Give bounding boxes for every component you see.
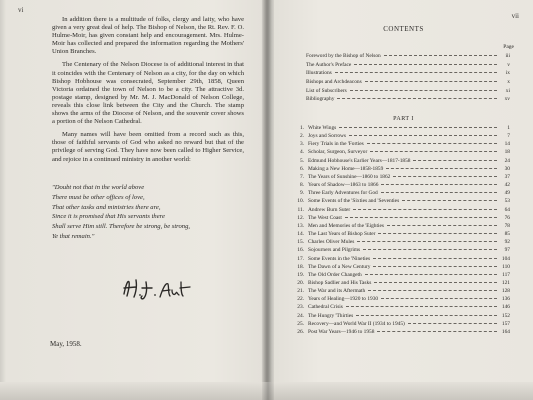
chapter-entry bbox=[292, 181, 510, 189]
contents-title: CONTENTS bbox=[383, 25, 424, 33]
chapter-page: 92 bbox=[504, 239, 510, 246]
chapter-title: White Wings bbox=[308, 125, 337, 131]
leader-dots bbox=[339, 126, 497, 128]
chapter-entry bbox=[292, 328, 510, 336]
chapter-page: 18 bbox=[504, 149, 510, 156]
chapter-page: 85 bbox=[504, 231, 510, 238]
chapter-title: The War and its Aftermath bbox=[308, 288, 366, 295]
chapter-page: 78 bbox=[504, 222, 510, 229]
entry-page: xv bbox=[504, 96, 510, 103]
entry-page: iii bbox=[505, 53, 510, 59]
chapter-title: Sojourners and Pilgrims bbox=[308, 247, 361, 254]
chapter-number: 2. bbox=[299, 133, 304, 140]
leader-dots bbox=[357, 240, 497, 242]
chapter-entry bbox=[292, 214, 510, 222]
chapter-number: 4. bbox=[299, 149, 304, 156]
poem-line: That other tasks and ministries there are, bbox=[52, 203, 161, 211]
leader-dots bbox=[387, 224, 497, 226]
chapter-entry bbox=[292, 222, 510, 230]
leader-dots bbox=[337, 97, 497, 99]
chapter-page: 64 bbox=[504, 206, 510, 213]
chapter-entry bbox=[292, 255, 510, 263]
chapter-number: 9. bbox=[299, 190, 304, 197]
chapter-page: 53 bbox=[504, 198, 510, 205]
chapter-title: Some Events of the 'Sixties and 'Seventies bbox=[308, 198, 400, 205]
leader-dots bbox=[373, 257, 497, 259]
leader-dots bbox=[349, 134, 497, 136]
leader-dots bbox=[393, 175, 497, 177]
leader-dots bbox=[346, 305, 497, 307]
contents-entry bbox=[306, 61, 510, 70]
chapter-entry bbox=[292, 132, 510, 140]
chapter-number: 14. bbox=[297, 231, 304, 238]
chapter-page: 49 bbox=[504, 190, 510, 197]
chapter-number: 1. bbox=[299, 125, 304, 131]
chapter-title: Cathedral Crisis bbox=[308, 304, 343, 311]
chapter-title: Joys and Sorrows bbox=[308, 133, 347, 140]
chapter-number: 21. bbox=[297, 288, 304, 295]
leader-dots bbox=[381, 183, 497, 185]
part-heading: PART I bbox=[393, 116, 414, 122]
contents-entry bbox=[306, 52, 510, 61]
chapter-entry bbox=[292, 189, 510, 197]
contents-entry bbox=[306, 69, 510, 78]
author-signature bbox=[120, 276, 200, 307]
chapter-page: 104 bbox=[501, 255, 510, 262]
contents-entry bbox=[306, 78, 510, 87]
chapter-entry bbox=[292, 148, 510, 156]
leader-dots bbox=[363, 248, 497, 250]
preface-paragraph: Many names will have been omitted from a record such as this, those of faithful servants of God who asked no reward but that of the privilege of serving God. They have now been called to Higher Service, and rejoice in a continued ministry in another world: bbox=[52, 131, 244, 163]
leader-dots bbox=[353, 208, 497, 210]
page-column-label: Page bbox=[503, 44, 514, 50]
leader-dots bbox=[413, 159, 497, 161]
leader-dots bbox=[368, 289, 497, 291]
chapter-page: 136 bbox=[501, 296, 510, 303]
chapter-page: 157 bbox=[501, 320, 510, 327]
chapter-number: 23. bbox=[297, 304, 304, 311]
chapter-page: 117 bbox=[502, 271, 510, 278]
leader-dots bbox=[384, 54, 497, 56]
chapter-number: 6. bbox=[299, 165, 304, 172]
left-page bbox=[0, 0, 262, 382]
chapter-page: 14 bbox=[504, 141, 510, 148]
entry-page: xi bbox=[505, 87, 510, 94]
chapter-number: 24. bbox=[297, 312, 304, 319]
chapter-page: 1 bbox=[507, 125, 510, 131]
poem-line: Since it is promised that His servants there bbox=[52, 213, 165, 221]
book-gutter bbox=[262, 0, 274, 400]
chapter-page: 121 bbox=[501, 279, 510, 286]
entry-page: x bbox=[507, 79, 510, 86]
entry-page: v bbox=[507, 61, 510, 68]
chapter-title: Scholar, Surgeon, Surveyor bbox=[308, 149, 368, 156]
chapter-page: 30 bbox=[504, 165, 510, 172]
chapter-entry bbox=[292, 303, 510, 311]
chapter-entry bbox=[292, 238, 510, 246]
chapter-number: 11. bbox=[297, 206, 304, 213]
chapter-title: Post War Years—1946 to 1958 bbox=[308, 328, 375, 335]
chapter-page: 42 bbox=[504, 182, 510, 189]
chapter-page: 128 bbox=[501, 288, 510, 295]
chapter-number: 5. bbox=[299, 157, 304, 164]
chapter-entry bbox=[292, 197, 510, 205]
entry-title: Bishops and Archdeacons bbox=[306, 79, 362, 86]
leader-dots bbox=[373, 265, 497, 267]
chapter-title: The Last Years of Bishop Suter bbox=[308, 231, 376, 238]
chapter-title: Fiery Trials in the 'Forties bbox=[308, 141, 364, 148]
chapter-page: 110 bbox=[502, 263, 510, 270]
leader-dots bbox=[356, 314, 497, 316]
chapter-title: Men and Memories of the 'Eighties bbox=[308, 222, 384, 229]
contents-entry bbox=[306, 87, 510, 96]
chapter-entry bbox=[292, 320, 510, 328]
leader-dots bbox=[381, 297, 497, 299]
chapter-page: 37 bbox=[504, 173, 510, 180]
chapter-entry bbox=[292, 263, 510, 271]
chapter-title: Andrew Burn Suter bbox=[308, 206, 351, 213]
chapter-entry bbox=[292, 173, 510, 181]
chapter-entry bbox=[292, 295, 510, 303]
chapter-title: The Dawn of a New Century bbox=[308, 263, 371, 270]
leader-dots bbox=[374, 281, 497, 283]
chapter-title: Recovery—and World War II (1934 to 1945) bbox=[308, 320, 405, 327]
leader-dots bbox=[350, 89, 497, 91]
chapter-entry bbox=[292, 124, 510, 132]
chapter-page: 76 bbox=[504, 214, 510, 221]
chapter-title: Making a New Home—1858-1859 bbox=[308, 165, 384, 172]
chapter-page: 164 bbox=[501, 328, 510, 335]
leader-dots bbox=[335, 71, 497, 73]
chapter-entry bbox=[292, 157, 510, 165]
entry-title: Illustrations bbox=[306, 70, 332, 77]
leader-dots bbox=[377, 330, 497, 332]
entry-title: The Author's Preface bbox=[306, 61, 352, 68]
chapter-title: The Hungry 'Thirties bbox=[308, 312, 354, 319]
chapter-entry bbox=[292, 165, 510, 173]
chapter-list bbox=[292, 124, 510, 336]
page-number-right: vii bbox=[511, 12, 519, 20]
chapter-title: The Years of Sunshine—1860 to 1862 bbox=[308, 173, 391, 180]
chapter-page: 146 bbox=[501, 304, 510, 311]
preface-text bbox=[52, 16, 244, 169]
chapter-title: Three Early Adventures for God bbox=[308, 190, 378, 197]
chapter-number: 26. bbox=[297, 328, 304, 335]
chapter-number: 8. bbox=[299, 182, 304, 189]
leader-dots bbox=[367, 142, 497, 144]
entry-title: List of Subscribers bbox=[306, 87, 347, 94]
chapter-title: Years of Healing—1920 to 1930 bbox=[308, 296, 379, 303]
chapter-entry bbox=[292, 287, 510, 295]
chapter-page: 7 bbox=[507, 133, 510, 140]
chapter-number: 10. bbox=[297, 198, 304, 205]
chapter-number: 22. bbox=[297, 296, 304, 303]
chapter-number: 7. bbox=[299, 173, 304, 180]
leader-dots bbox=[365, 80, 497, 82]
chapter-title: Years of Shadow—1863 to 1866 bbox=[308, 182, 379, 189]
poem-line: Ye that remain." bbox=[52, 232, 95, 240]
chapter-title: Charles Oliver Mules bbox=[308, 239, 355, 246]
chapter-number: 18. bbox=[297, 263, 304, 270]
chapter-title: The Old Order Changeth bbox=[308, 271, 362, 278]
poem-line: Shall serve Him still. Therefore be strong, be strong, bbox=[52, 223, 191, 231]
chapter-number: 15. bbox=[297, 239, 304, 246]
poem-quote bbox=[52, 183, 252, 242]
page-number-left: vi bbox=[18, 6, 24, 14]
chapter-number: 20. bbox=[297, 279, 304, 286]
chapter-entry bbox=[292, 230, 510, 238]
chapter-title: Edmund Hobhouse's Earlier Years—1817-1858 bbox=[308, 157, 411, 164]
leader-dots bbox=[370, 150, 497, 152]
chapter-page: 152 bbox=[501, 312, 510, 319]
leader-dots bbox=[365, 273, 497, 275]
chapter-entry bbox=[292, 271, 510, 279]
chapter-number: 16. bbox=[297, 247, 304, 254]
contents-entry bbox=[306, 95, 510, 104]
chapter-entry bbox=[292, 206, 510, 214]
chapter-number: 13. bbox=[297, 222, 304, 229]
entry-page: ix bbox=[505, 70, 510, 77]
chapter-entry bbox=[292, 140, 510, 148]
leader-dots bbox=[354, 63, 497, 65]
leader-dots bbox=[408, 322, 497, 324]
poem-line: "Doubt not that in the world above bbox=[52, 184, 145, 191]
leader-dots bbox=[378, 232, 497, 234]
leader-dots bbox=[381, 191, 497, 193]
chapter-title: The West Coast bbox=[308, 214, 342, 221]
chapter-page: 97 bbox=[504, 247, 510, 254]
chapter-title: Bishop Sadlier and His Tasks bbox=[308, 279, 372, 286]
preface-date: May, 1958. bbox=[50, 340, 82, 348]
chapter-page: 24 bbox=[504, 157, 510, 164]
chapter-title: Some Events in the 'Nineties bbox=[308, 255, 371, 262]
entry-title: Bibliography bbox=[306, 96, 335, 103]
preface-paragraph: In addition there is a multitude of folks, clergy and laity, who have given a very great deal of help. The Bishop of Nelson, the Rt. Rev. F. O. Hulme-Moir, has given constant help and encouragement. Mrs. Hulme-Moir has collected and prepared the information regarding the Mothers' Union Branches. bbox=[52, 16, 244, 56]
chapter-number: 19. bbox=[297, 271, 304, 278]
leader-dots bbox=[386, 167, 497, 169]
chapter-entry bbox=[292, 279, 510, 287]
leader-dots bbox=[402, 199, 497, 201]
poem-line: There must be other offices of love, bbox=[52, 193, 145, 201]
entry-title: Foreword by the Bishop of Nelson bbox=[306, 53, 381, 59]
chapter-number: 3. bbox=[299, 141, 304, 148]
chapter-number: 17. bbox=[297, 255, 304, 262]
chapter-number: 25. bbox=[297, 320, 304, 327]
chapter-entry bbox=[292, 312, 510, 320]
prelim-list bbox=[306, 52, 510, 104]
leader-dots bbox=[345, 216, 497, 218]
chapter-number: 12. bbox=[297, 214, 304, 221]
preface-paragraph: The Centenary of the Nelson Diocese is of additional interest in that it coincides with the Centenary of Nelson as a city, for the day on which Bishop Hobhouse was consecrated, September 29th, 1858, Queen Victoria ordained the town of Nelson to be a city. The attractive 3d. postage stamp, designed by Mr. M. J. MacDonald of Nelson College, reveals this close link between the City and the Church. The stamp shows the arms of the Diocese of Nelson, and the souvenir cover shows a portion of the Nelson Cathedral. bbox=[52, 61, 244, 126]
chapter-entry bbox=[292, 246, 510, 254]
